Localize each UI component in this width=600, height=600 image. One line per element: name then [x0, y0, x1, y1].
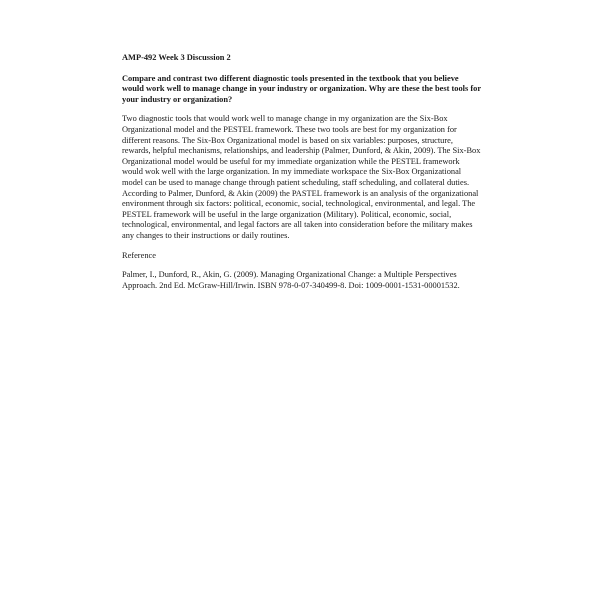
document-page	[122, 53, 482, 291]
document-title: AMP-492 Week 3 Discussion 2	[122, 53, 231, 62]
reference-heading: Reference	[122, 250, 156, 260]
discussion-question: Compare and contrast two different diagnostic tools presented in the textbook that you believe would work well to manage change in your industry or organization. Why are these the best tools for your industry or organization?	[122, 73, 481, 104]
reference-entry: Palmer, I., Dunford, R., Akin, G. (2009). Managing Organizational Change: a Multiple Perspectives Approach. 2nd Ed. McGraw-Hill/Irwin. ISBN 978-0-07-340499-8. Doi: 1009-0001-1531-00001532.	[122, 270, 460, 290]
response-paragraph: Two diagnostic tools that would work well to manage change in my organization are the Six-Box Organizational model and the PESTEL framework. These two tools are best for my organization for different reasons. The Six-Box Organizational model is based on six variables: purposes, structure, rewards, helpful mechanisms, relationships, and leadership (Palmer, Dunford, & Akin, 2009). The Six-Box Organizational model would be useful for my immediate organization while the PESTEL framework would wok well with the large organization. In my immediate workspace the Six-Box Organizational model can be used to manage change through patient scheduling, staff scheduling, and collateral duties. According to Palmer, Dunford, & Akin (2009) the PASTEL framework is an analysis of the organizational environment through six factors: political, economic, social, technological, environmental, and legal. The PESTEL framework will be useful in the large organization (Military). Political, economic, social, technological, environmental, and legal factors are all taken into consideration before the military makes any changes to their instructions or daily routines.	[122, 114, 481, 240]
